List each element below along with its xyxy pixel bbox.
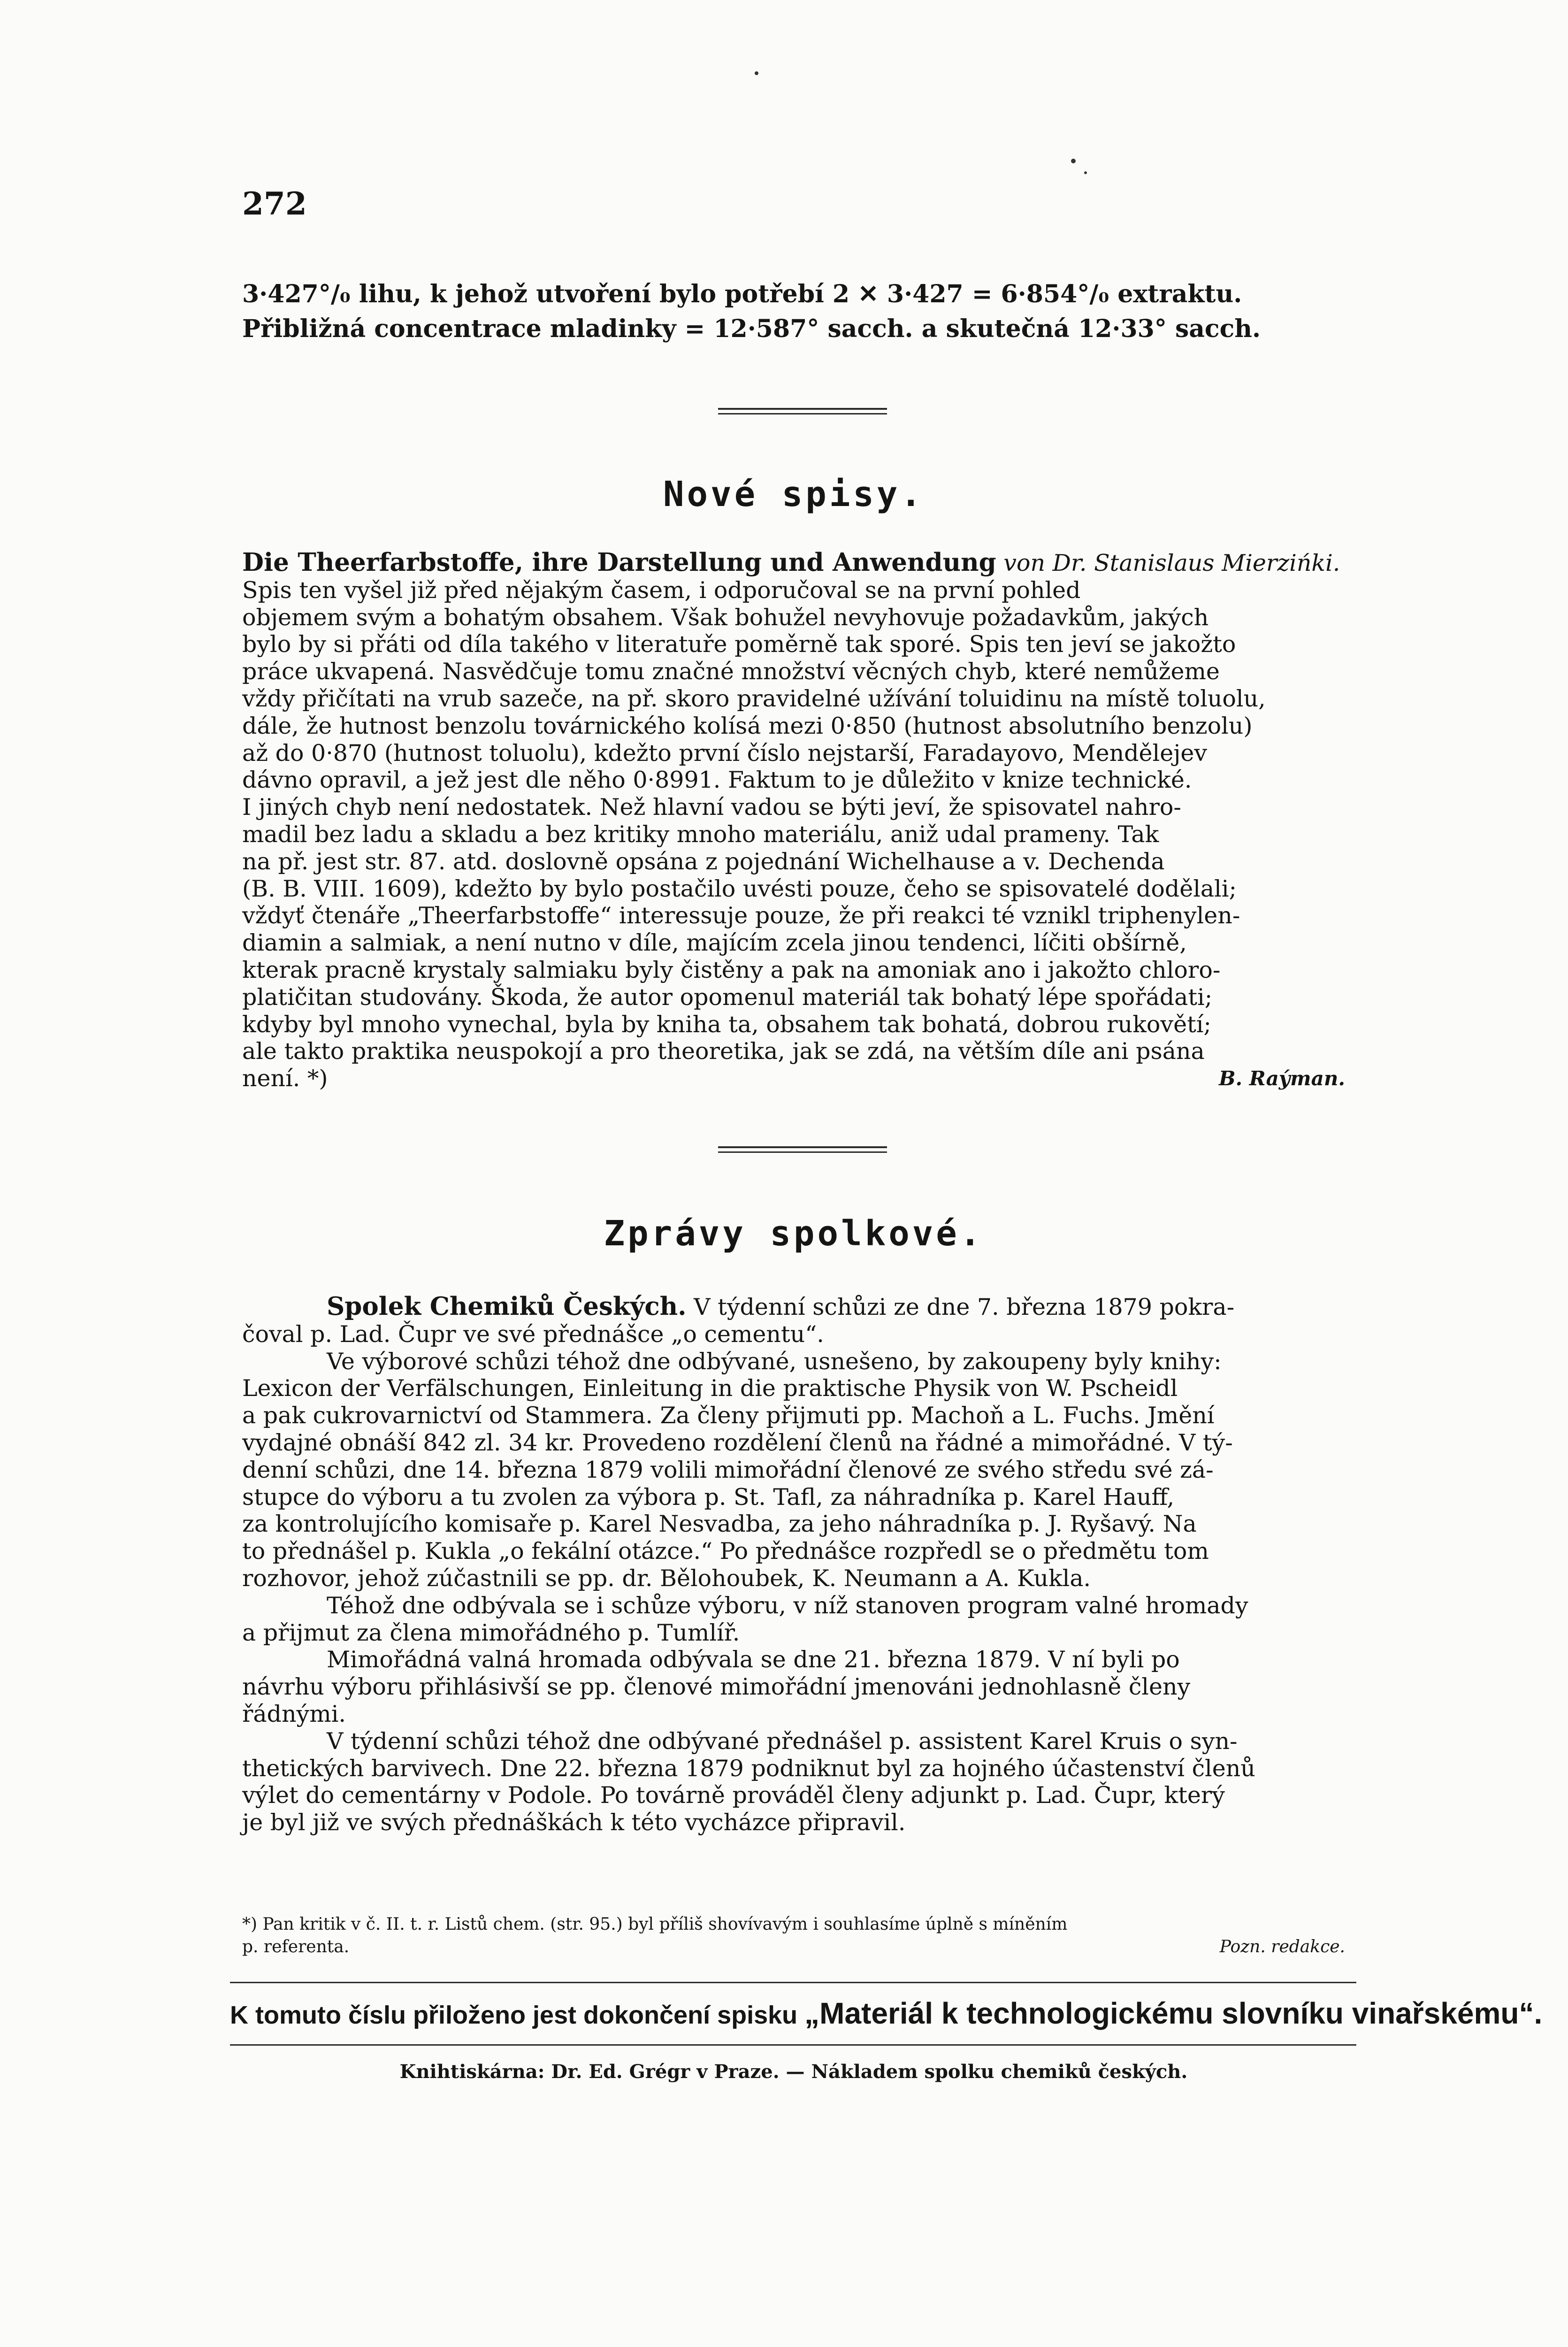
review-signature: B. Raýman. xyxy=(1218,1067,1345,1090)
review-line: není. *) xyxy=(242,1065,328,1092)
report-line: a přijmut za člena mimořádného p. Tumlíř. xyxy=(242,1619,740,1646)
report-line: výlet do cementárny v Podole. Po továrně prováděl členy adjunkt p. Lad. Čupr, který xyxy=(242,1782,1225,1809)
review-line: dávno opravil, a jež jest dle něho 0·8991. Faktum to je důležito v knize technické. xyxy=(242,767,1192,794)
book-title: Die Theerfarbstoffe, ihre Darstellung und Anwendung xyxy=(242,548,996,577)
calculation-lines xyxy=(242,277,1345,346)
report-line: řádnými. xyxy=(242,1700,346,1727)
printer-imprint: Knihtiskárna: Dr. Ed. Grégr v Praze. — Nákladem spolku chemiků českých. xyxy=(399,2061,1188,2083)
report-line: návrhu výboru přihlásivší se pp. členové mimořádní jmenováni jednohlasně členy xyxy=(242,1673,1191,1701)
report-line: Mimořádná valná hromada odbývala se dne 21. března 1879. V ní byli po xyxy=(327,1646,1180,1673)
notice-prefix: K tomuto číslu přiloženo jest dokončení spisku xyxy=(230,2001,798,2029)
notice-title: „Materiál k technologickému slovníku vinařskému“. xyxy=(804,1996,1543,2030)
page-number: 272 xyxy=(242,185,307,222)
society-report xyxy=(242,1293,1345,1836)
supplement-notice xyxy=(230,1996,1543,2031)
review-line: I jiných chyb není nedostatek. Než hlavní vadou se býti jeví, že spisovatel nahro- xyxy=(242,794,1181,821)
report-line: čoval p. Lad. Čupr ve své přednášce „o cementu“. xyxy=(242,1320,824,1348)
report-line: rozhovor, jehož zúčastnili se pp. dr. Bělohoubek, K. Neumann a A. Kukla. xyxy=(242,1565,1091,1592)
footnote xyxy=(242,1913,1345,1958)
section-divider xyxy=(718,1151,887,1153)
footer-rule xyxy=(230,2044,1356,2046)
report-line: za kontrolujícího komisaře p. Karel Nesvadba, za jeho náhradníka p. J. Ryšavý. Na xyxy=(242,1511,1197,1538)
book-review xyxy=(242,549,1345,1092)
book-author: von Dr. Stanislaus Mierzińki. xyxy=(1003,550,1340,576)
review-line: objemem svým a bohatým obsahem. Však bohužel nevyhovuje požadavkům, jakých xyxy=(242,604,1209,631)
society-name: Spolek Chemiků Českých. xyxy=(327,1292,687,1321)
report-line: vydajné obnáší 842 zl. 34 kr. Provedeno rozdělení členů na řádné a mimořádné. V tý- xyxy=(242,1429,1233,1456)
report-line: stupce do výboru a tu zvolen za výbora p. St. Tafl, za náhradníka p. Karel Hauff, xyxy=(242,1483,1175,1511)
section-heading-new-books: Nové spisy. xyxy=(663,474,925,514)
review-line: Spis ten vyšel již před nějakým časem, i odporučoval se na první pohled xyxy=(242,576,1081,604)
review-line: dále, že hutnost benzolu továrnického kolísá mezi 0·850 (hutnost absolutního benzolu) xyxy=(242,712,1253,739)
review-line: až do 0·870 (hutnost toluolu), kdežto první číslo nejstarší, Faradayovo, Mendělejev xyxy=(242,739,1208,767)
section-heading-society-news: Zprávy spolkové. xyxy=(604,1213,984,1254)
review-line: kterak pracně krystaly salmiaku byly čistěny a pak na amoniak ano i jakožto chloro- xyxy=(242,956,1221,983)
review-line: platičitan studovány. Škoda, že autor opomenul materiál tak bohatý lépe spořádati; xyxy=(242,983,1213,1011)
scan-speck xyxy=(1071,159,1076,163)
review-line: ale takto praktika neuspokojí a pro theoretika, jak se zdá, na větším díle ani psána xyxy=(242,1038,1205,1065)
report-line: Lexicon der Verfälschungen, Einleitung in die praktische Physik von W. Pscheidl xyxy=(242,1375,1178,1402)
section-divider xyxy=(718,413,887,414)
review-line: práce ukvapená. Nasvědčuje tomu značné množství věcných chyb, které nemůžeme xyxy=(242,658,1220,685)
report-line: V týdenní schůzi téhož dne odbývané přednášel p. assistent Karel Kruis o syn- xyxy=(327,1727,1238,1755)
calculation-line: 3·427°/₀ lihu, k jehož utvoření bylo potřebí 2 ✕ 3·427 = 6·854°/₀ extraktu. xyxy=(242,280,1242,308)
editor-note: Pozn. redakce. xyxy=(1219,1937,1345,1956)
report-line: to přednášel p. Kukla „o fekální otázce.“ Po přednášce rozpředl se o předmětu tom xyxy=(242,1538,1209,1565)
footer-rule xyxy=(230,1982,1356,1983)
review-line: kdyby byl mnoho vynechal, byla by kniha ta, obsahem tak bohatá, dobrou rukovětí; xyxy=(242,1011,1211,1038)
report-line: V týdenní schůzi ze dne 7. března 1879 pokra- xyxy=(694,1294,1235,1320)
calculation-line: Přibližná concentrace mladinky = 12·587° sacch. a skutečná 12·33° sacch. xyxy=(242,314,1261,343)
section-divider xyxy=(718,1146,887,1148)
review-line: na př. jest str. 87. atd. doslovně opsána z pojednání Wichelhause a v. Dechenda xyxy=(242,848,1165,875)
report-line: a pak cukrovarnictví od Stammera. Za členy přijmuti pp. Machoň a L. Fuchs. Jmění xyxy=(242,1402,1215,1429)
review-line: (B. B. VIII. 1609), kdežto by bylo postačilo uvésti pouze, čeho se spisovatelé dodělali; xyxy=(242,875,1237,902)
review-line: vždy přičítati na vrub sazeče, na př. skoro pravidelné užívání toluidinu na místě toluolu, xyxy=(242,685,1266,712)
report-line: Ve výborové schůzi téhož dne odbývané, usnešeno, by zakoupeny byly knihy: xyxy=(327,1348,1222,1375)
review-line: madil bez ladu a skladu a bez kritiky mnoho materiálu, aniž udal prameny. Tak xyxy=(242,821,1159,848)
footnote-line: *) Pan kritik v č. II. t. r. Listů chem. (str. 95.) byl příliš shovívavým i souhlasíme úplně s míněním xyxy=(242,1915,1068,1934)
report-line: Téhož dne odbývala se i schůze výboru, v níž stanoven program valné hromady xyxy=(327,1592,1248,1619)
footnote-line: p. referenta. xyxy=(242,1937,350,1956)
review-line: vždyť čtenáře „Theerfarbstoffe“ interessuje pouze, že při reakci té vznikl triphenylen- xyxy=(242,902,1240,929)
report-line: denní schůzi, dne 14. března 1879 volili mimořádní členové ze svého středu své zá- xyxy=(242,1456,1214,1483)
review-line: bylo by si přáti od díla takého v literatuře poměrně tak sporé. Spis ten jeví se jakožto xyxy=(242,631,1236,658)
report-line: je byl již ve svých přednáškách k této vycházce připravil. xyxy=(242,1809,906,1836)
scan-speck xyxy=(1084,171,1087,174)
section-divider xyxy=(718,408,887,410)
review-line: diamin a salmiak, a není nutno v díle, majícím zcela jinou tendenci, líčiti obšírně, xyxy=(242,929,1187,957)
report-line: thetických barvivech. Dne 22. března 1879 podniknut byl za hojného účastenství členů xyxy=(242,1755,1255,1782)
scan-speck xyxy=(755,71,758,75)
